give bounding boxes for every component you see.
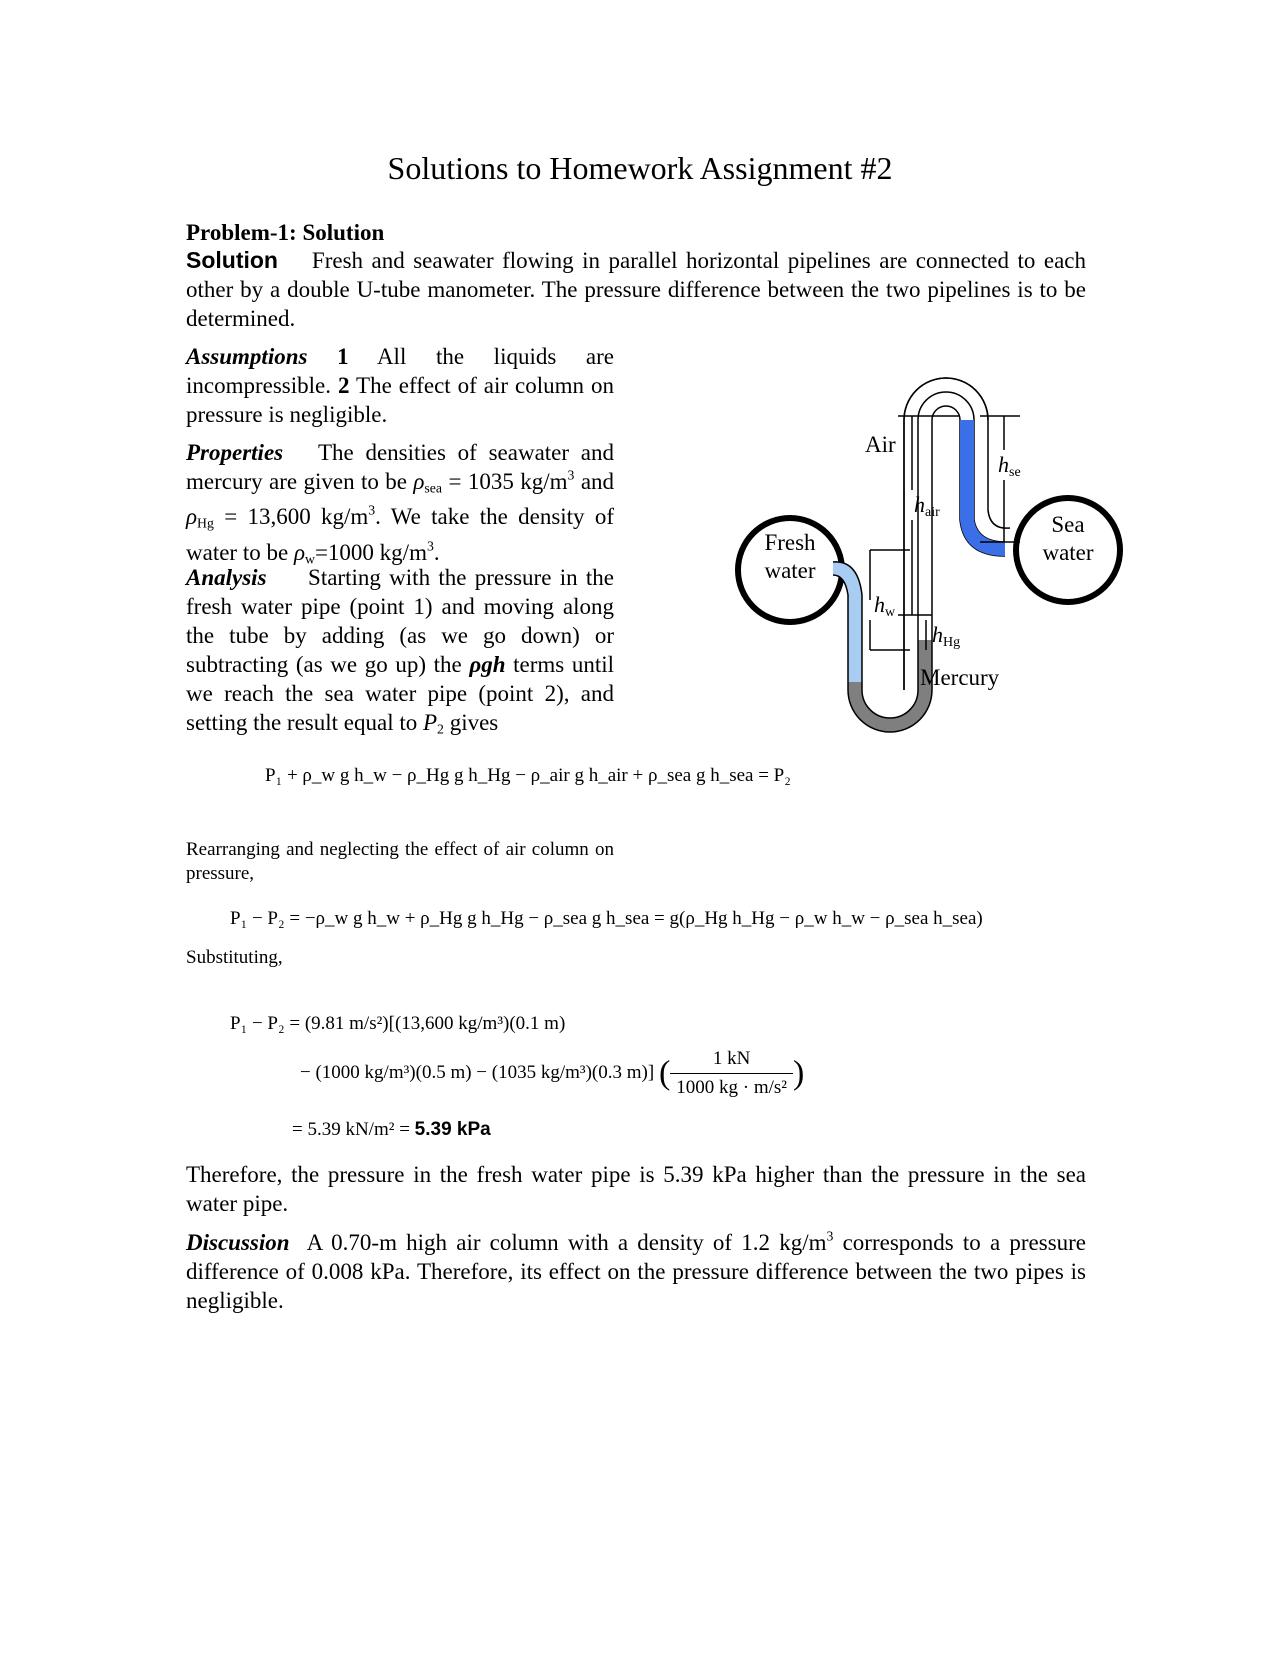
properties-text-1: The densities of seawater and mercury are given to be: [186, 440, 614, 494]
assumption-2-text: The effect of air column on pressure is negligible.: [186, 373, 614, 427]
sea-label-line1: Sea: [1051, 512, 1085, 537]
assumptions-paragraph: [186, 342, 614, 429]
substituting-text: Substituting,: [186, 947, 283, 968]
substitution-values-2: − (1000 kg/m³)(0.5 m) − (1035 kg/m³)(0.3 m)]: [300, 1061, 655, 1083]
therefore-paragraph: Therefore, the pressure in the fresh water pipe is 5.39 kPa higher than the pressure in the sea water pipe.: [186, 1162, 1086, 1216]
analysis-text-2: terms until we reach the sea water pipe (point 2), and setting the result equal to: [186, 652, 615, 735]
rgh-term: ρgh: [469, 652, 506, 677]
analysis-paragraph: [186, 563, 614, 743]
solution-paragraph: [186, 246, 1086, 333]
hse-label: hse: [998, 452, 1021, 480]
rearranging-text: Rearranging and neglecting the effect of air column on pressure,: [186, 839, 614, 884]
exponent: 3: [368, 502, 376, 518]
result-value: 5.39 kPa: [414, 1119, 491, 1140]
assumptions-label: Assumptions: [186, 344, 308, 369]
p2-symbol: P: [422, 710, 438, 735]
hair-label: hair: [914, 492, 940, 520]
hhg-label: hHg: [932, 622, 961, 650]
problem-heading: Problem-1: Solution: [186, 220, 385, 245]
sea-label-line2: water: [1042, 540, 1094, 565]
rho-sea-value: = 1035 kg/m: [448, 469, 568, 494]
assumption-2-number: 2: [337, 373, 350, 398]
solution-text: Fresh and seawater flowing in parallel horizontal pipelines are connected to each other by a double U-tube manometer. The pressure difference between the two pipelines is to be determined.: [186, 248, 1086, 331]
discussion-paragraph: [186, 1228, 1086, 1315]
properties-text-2: . We take the density of water to be: [186, 504, 614, 565]
exponent: 3: [567, 467, 575, 483]
fresh-label-line2: water: [764, 558, 816, 583]
exponent: 3: [826, 1228, 834, 1244]
analysis-text-3: gives: [449, 710, 499, 735]
rho-hg-value: = 13,600 kg/m: [224, 504, 369, 530]
fresh-label-line1: Fresh: [764, 530, 816, 555]
discussion-label: Discussion: [186, 1230, 290, 1255]
rho-w-value: =1000 kg/m: [314, 539, 427, 565]
p2-subscript: 2: [437, 721, 444, 737]
equation-2: P₁ − P₂ = −ρ_w g h_w + ρ_Hg g h_Hg − ρ_sea g h_sea = g(ρ_Hg h_Hg − ρ_w h_w − ρ_sea h_sea): [230, 908, 983, 929]
substitution-values-1: (9.81 m/s²)[(13,600 kg/m³)(0.1 m): [304, 1013, 566, 1034]
discussion-text-2: corresponds to a pressure difference of 0.008 kPa. Therefore, its effect on the pressure difference between the two pipes is negligible.: [186, 1230, 1087, 1313]
substitution-line-1: P₁ − P₂ = (9.81 m/s²)[(13,600 kg/m³)(0.1 m): [230, 1013, 566, 1034]
assumption-1-number: 1: [337, 344, 349, 369]
properties-label: Properties: [186, 440, 284, 465]
discussion-text-1: A 0.70-m high air column with a density of 1.2 kg/m: [306, 1230, 827, 1255]
properties-paragraph: Properties The densities of seawater and mercury are given to be $\rho_{sea} = 1035$ $kg/m^3$ and $\rho_{Hg} = 13,600$ $kg/m^3$. We take the density of water to be $\rho_w=1000$ $kg/m^3$.: [186, 440, 615, 567]
result-text: = 5.39 kN/m² =: [292, 1119, 410, 1140]
analysis-label: Analysis: [186, 565, 267, 590]
hw-label: hw: [874, 592, 896, 620]
air-label: Air: [865, 432, 896, 457]
result-line: [292, 1119, 491, 1141]
sea-water-column: [960, 420, 1005, 556]
analysis-text-1: Starting with the pressure in the fresh water pipe (point 1) and moving along the tube by adding (as we go down) or subtracting (as we go up) the: [186, 565, 614, 677]
mercury-label: Mercury: [920, 665, 1000, 690]
fraction-denominator: 1000 kg · m/s²: [676, 1077, 788, 1098]
properties-and: and: [580, 469, 615, 494]
unit-conversion-fraction: [670, 1048, 793, 1099]
exponent: 3: [426, 538, 434, 554]
equation-1: P₁ + ρ_w g h_w − ρ_Hg g h_Hg − ρ_air g h_air + ρ_sea g h_sea = P₂: [265, 765, 791, 786]
solution-label: Solution: [186, 247, 278, 273]
manometer-diagram: [720, 370, 1160, 740]
page-title: Solutions to Homework Assignment #2: [387, 150, 893, 186]
fraction-numerator: 1 kN: [670, 1048, 793, 1074]
substitution-line-2: − (1000 kg/m³)(0.5 m) − (1035 kg/m³)(0.3 m)] ( $\frac{1 kN}{\text{1000 kg · m/s²}}$ ): [300, 1048, 805, 1098]
assumption-1-text: All the liquids are incompressible.: [186, 344, 614, 398]
period: .: [433, 539, 440, 565]
